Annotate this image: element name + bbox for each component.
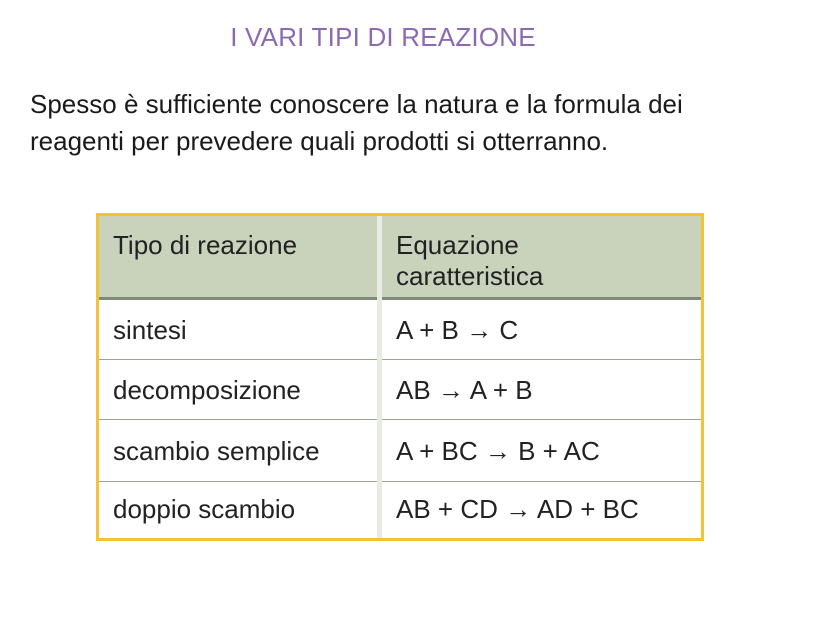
cell-type: sintesi (113, 315, 187, 345)
header-equazione-caratteristica (396, 230, 543, 292)
table-row-scambio-semplice (99, 420, 701, 482)
intro-line-1: Spesso è sufficiente conoscere la natura e la formula dei (30, 89, 683, 119)
cell-type: doppio scambio (113, 494, 296, 524)
cell-equation: A + B → C (396, 315, 519, 345)
header-tipo-di-reazione: Tipo di reazione (113, 230, 298, 260)
table-row-doppio-scambio (99, 482, 701, 538)
intro-paragraph (30, 86, 810, 160)
cell-type: decomposizione (113, 375, 301, 405)
reaction-types-table (96, 213, 704, 541)
table-row-decomposizione (99, 360, 701, 420)
slide-title: I VARI TIPI DI REAZIONE (230, 22, 536, 52)
intro-line-2: reagenti per prevedere quali prodotti si otterranno. (30, 126, 609, 156)
cell-equation: AB + CD → AD + BC (396, 494, 639, 524)
header-equazione-line-2: caratteristica (396, 261, 544, 291)
table-row-sintesi (99, 300, 701, 360)
cell-type: scambio semplice (113, 436, 320, 466)
column-divider (377, 216, 382, 538)
header-equazione-line-1: Equazione (396, 230, 519, 260)
cell-equation: AB → A + B (396, 375, 533, 405)
cell-equation: A + BC → B + AC (396, 436, 600, 466)
table-header-row (99, 216, 701, 300)
